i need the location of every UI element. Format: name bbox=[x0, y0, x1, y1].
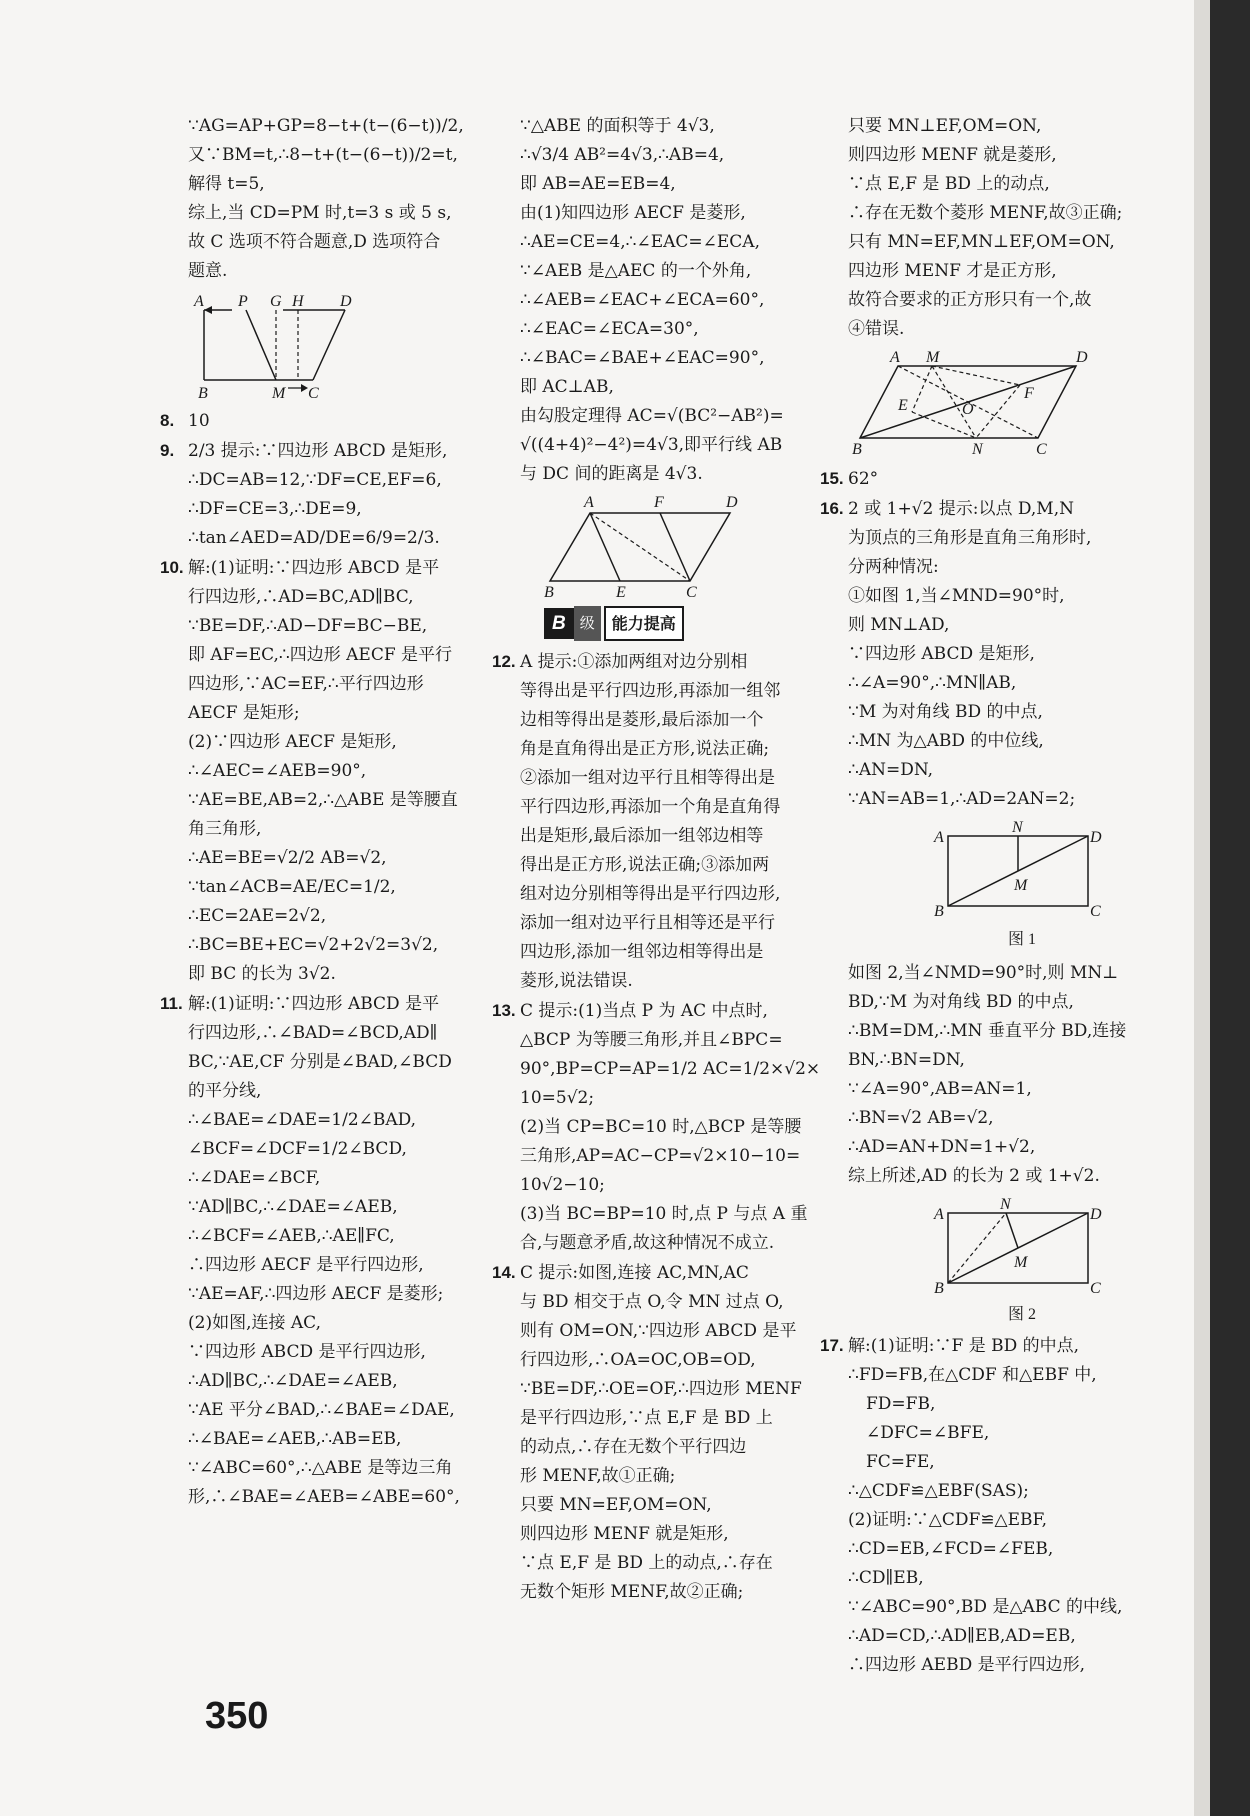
fig2-label: F bbox=[654, 494, 664, 511]
level-title: 能力提高 bbox=[604, 606, 684, 641]
text-line: 故 C 选项不符合题意,D 选项符合 bbox=[188, 232, 441, 252]
question-number: 8. bbox=[160, 411, 175, 430]
text-line: 的平分线, bbox=[188, 1081, 262, 1101]
page-number: 350 bbox=[205, 1695, 269, 1737]
text-line: 行四边形,∴∠BAD=∠BCD,AD∥ bbox=[188, 1023, 438, 1043]
fig4-label: C bbox=[1090, 903, 1101, 920]
question-number: 9. bbox=[160, 441, 175, 460]
text-line: 得出是正方形,说法正确;③添加两 bbox=[520, 855, 770, 875]
text-line: ∴DC=AB=12,∵DF=CE,EF=6, bbox=[188, 470, 442, 490]
text-line: ∴CD=EB,∠FCD=∠FEB, bbox=[848, 1539, 1054, 1559]
fig1-label: P bbox=[238, 293, 248, 310]
text-line: ∵AG=AP+GP=8−t+(t−(6−t))/2, bbox=[188, 116, 464, 136]
fig3-label: N bbox=[972, 441, 983, 458]
fig5-label: N bbox=[1000, 1196, 1011, 1213]
text-line: ∠DFC=∠BFE, bbox=[866, 1423, 990, 1443]
text-line: 10=5√2; bbox=[520, 1088, 595, 1108]
text-line: 即 AB=AE=EB=4, bbox=[520, 174, 676, 194]
text-line: ∴∠BAE=∠DAE=1/2∠BAD, bbox=[188, 1110, 417, 1130]
fig3-label: C bbox=[1036, 441, 1047, 458]
text-line: 分两种情况: bbox=[848, 557, 939, 577]
text-line: ∴AD∥BC,∴∠DAE=∠AEB, bbox=[188, 1371, 398, 1391]
figure-rectangle-1 bbox=[848, 818, 1102, 953]
text-line: ∵AD∥BC,∴∠DAE=∠AEB, bbox=[188, 1197, 398, 1217]
fig2-label: E bbox=[616, 584, 626, 601]
text-line: ∵四边形 ABCD 是矩形, bbox=[848, 644, 1035, 664]
fig3-label: A bbox=[890, 349, 900, 366]
question-number: 12. bbox=[492, 652, 516, 671]
fig5-label: D bbox=[1090, 1206, 1102, 1223]
text-line: 角三角形, bbox=[188, 819, 262, 839]
fig1-label: A bbox=[194, 293, 204, 310]
text-line: ①如图 1,当∠MND=90°时, bbox=[848, 586, 1065, 606]
text-line: ∴DF=CE=3,∴DE=9, bbox=[188, 499, 362, 519]
text-line: △BCP 为等腰三角形,并且∠BPC= bbox=[520, 1030, 783, 1050]
text-line: 三角形,AP=AC−CP=√2×10−10= bbox=[520, 1146, 801, 1166]
fig3-label: M bbox=[926, 349, 940, 366]
text-line: 四边形,添加一组邻边相等得出是 bbox=[520, 942, 764, 962]
question-number: 15. bbox=[820, 469, 844, 488]
fig3-label: E bbox=[898, 397, 908, 414]
text-line: 菱形,说法错误. bbox=[520, 971, 633, 991]
figure-rhombus-aecf bbox=[520, 493, 760, 601]
text-line: ∴四边形 AEBD 是平行四边形, bbox=[848, 1655, 1086, 1675]
text-line: 形,∴∠BAE=∠AEB=∠ABE=60°, bbox=[188, 1487, 460, 1507]
column-1 bbox=[160, 112, 508, 1512]
text-line: 解得 t=5, bbox=[188, 174, 265, 194]
text-line: ∵∠AEB 是△AEC 的一个外角, bbox=[520, 261, 752, 281]
text-line: ∴AN=DN, bbox=[848, 760, 934, 780]
text-line: ∴∠BAE=∠AEB,∴AB=EB, bbox=[188, 1429, 402, 1449]
answer-text: 解:(1)证明:∵四边形 ABCD 是平 bbox=[188, 558, 440, 578]
text-line: 综上,当 CD=PM 时,t=3 s 或 5 s, bbox=[188, 203, 452, 223]
text-line: 综上所述,AD 的长为 2 或 1+√2. bbox=[848, 1166, 1100, 1186]
text-line: (3)当 BC=BP=10 时,点 P 与点 A 重 bbox=[520, 1204, 808, 1224]
fig5-label: M bbox=[1014, 1254, 1028, 1271]
fig2-label: A bbox=[584, 494, 594, 511]
level-badge bbox=[544, 606, 838, 641]
text-line: BN,∴BN=DN, bbox=[848, 1050, 965, 1070]
fig5-caption: 图 2 bbox=[1008, 1306, 1037, 1323]
text-line: 即 BC 的长为 3√2. bbox=[188, 964, 336, 984]
figure-parallelogram-menf bbox=[848, 348, 1098, 458]
text-line: ∴AE=CE=4,∴∠EAC=∠ECA, bbox=[520, 232, 760, 252]
text-line: ④错误. bbox=[848, 319, 905, 339]
fig1-label: D bbox=[340, 293, 352, 310]
fig4-label: A bbox=[934, 829, 944, 846]
text-line: ∴AE=BE=√2/2 AB=√2, bbox=[188, 848, 387, 868]
text-line: (2)如图,连接 AC, bbox=[188, 1313, 321, 1333]
text-line: 平行四边形,再添加一个角是直角得 bbox=[520, 797, 781, 817]
text-line: 与 DC 间的距离是 4√3. bbox=[520, 464, 703, 484]
text-line: ∴BC=BE+EC=√2+2√2=3√2, bbox=[188, 935, 439, 955]
text-line: ∴∠EAC=∠ECA=30°, bbox=[520, 319, 699, 339]
fig4-label: D bbox=[1090, 829, 1102, 846]
text-line: ∴△CDF≌△EBF(SAS); bbox=[848, 1481, 1029, 1501]
fig5-label: A bbox=[934, 1206, 944, 1223]
text-line: 是平行四边形,∵点 E,F 是 BD 上 bbox=[520, 1408, 773, 1428]
text-line: ∵点 E,F 是 BD 上的动点, bbox=[848, 174, 1050, 194]
text-line: 90°,BP=CP=AP=1/2 AC=1/2×√2× bbox=[520, 1059, 821, 1079]
text-line: AECF 是矩形; bbox=[188, 703, 300, 723]
text-line: ∴MN 为△ABD 的中位线, bbox=[848, 731, 1044, 751]
fig2-label: D bbox=[726, 494, 738, 511]
answer-text: C 提示:(1)当点 P 为 AC 中点时, bbox=[520, 1001, 768, 1021]
text-line: ∵△ABE 的面积等于 4√3, bbox=[520, 116, 715, 136]
text-line: 则有 OM=ON,∵四边形 ABCD 是平 bbox=[520, 1321, 797, 1341]
figure-rectangle-2 bbox=[848, 1195, 1102, 1325]
text-line: 只有 MN=EF,MN⊥EF,OM=ON, bbox=[848, 232, 1115, 252]
text-line: 即 AC⊥AB, bbox=[520, 377, 614, 397]
answer-text: 解:(1)证明:∵四边形 ABCD 是平 bbox=[188, 994, 440, 1014]
text-line: ∠BCF=∠DCF=1/2∠BCD, bbox=[188, 1139, 407, 1159]
answer-text: 62° bbox=[848, 469, 879, 489]
answer-text: 2/3 提示:∵四边形 ABCD 是矩形, bbox=[188, 441, 448, 461]
text-line: 只要 MN⊥EF,OM=ON, bbox=[848, 116, 1042, 136]
text-line: ∴∠AEB=∠EAC+∠ECA=60°, bbox=[520, 290, 765, 310]
text-line: ∴√3/4 AB²=4√3,∴AB=4, bbox=[520, 145, 725, 165]
text-line: ∵∠ABC=60°,∴△ABE 是等边三角 bbox=[188, 1458, 453, 1478]
text-line: ∵BE=DF,∴OE=OF,∴四边形 MENF bbox=[520, 1379, 802, 1399]
figure-trapezoid-pm bbox=[188, 290, 368, 400]
text-line: ∴BM=DM,∴MN 垂直平分 BD,连接 bbox=[848, 1021, 1127, 1041]
text-line: √((4+4)²−4²)=4√3,即平行线 AB bbox=[520, 435, 783, 455]
text-line: ∵AE 平分∠BAD,∴∠BAE=∠DAE, bbox=[188, 1400, 455, 1420]
question-number: 13. bbox=[492, 1001, 516, 1020]
fig4-label: M bbox=[1014, 877, 1028, 894]
text-line: ∴∠BCF=∠AEB,∴AE∥FC, bbox=[188, 1226, 395, 1246]
text-line: ∴四边形 AECF 是平行四边形, bbox=[188, 1255, 424, 1275]
text-line: ∵tan∠ACB=AE/EC=1/2, bbox=[188, 877, 396, 897]
text-line: ②添加一组对边平行且相等得出是 bbox=[520, 768, 775, 788]
level-ji: 级 bbox=[574, 606, 601, 641]
text-line: 无数个矩形 MENF,故②正确; bbox=[520, 1582, 744, 1602]
fig1-label: B bbox=[198, 385, 208, 402]
fig1-label: H bbox=[292, 293, 304, 310]
text-line: ∵∠ABC=90°,BD 是△ABC 的中线, bbox=[848, 1597, 1123, 1617]
fig1-label: C bbox=[308, 385, 319, 402]
question-number: 16. bbox=[820, 499, 844, 518]
text-line: ∵BE=DF,∴AD−DF=BC−BE, bbox=[188, 616, 428, 636]
text-line: FD=FB, bbox=[866, 1394, 936, 1414]
fig3-label: B bbox=[852, 441, 862, 458]
text-line: ∴AD=AN+DN=1+√2, bbox=[848, 1137, 1036, 1157]
text-line: 故符合要求的正方形只有一个,故 bbox=[848, 290, 1092, 310]
answer-text: 10 bbox=[188, 411, 210, 431]
answer-text: 2 或 1+√2 提示:以点 D,M,N bbox=[848, 499, 1074, 519]
text-line: 合,与题意矛盾,故这种情况不成立. bbox=[520, 1233, 775, 1253]
text-line: 则 MN⊥AD, bbox=[848, 615, 950, 635]
question-number: 11. bbox=[160, 994, 183, 1013]
answer-text: 解:(1)证明:∵F 是 BD 的中点, bbox=[848, 1336, 1080, 1356]
text-line: (2)∵四边形 AECF 是矩形, bbox=[188, 732, 397, 752]
text-line: ∴∠AEC=∠AEB=90°, bbox=[188, 761, 367, 781]
text-line: 边相等得出是菱形,最后添加一个 bbox=[520, 710, 764, 730]
question-number: 14. bbox=[492, 1263, 516, 1282]
text-line: 则四边形 MENF 就是矩形, bbox=[520, 1524, 729, 1544]
text-line: 题意. bbox=[188, 261, 228, 281]
text-line: ∴∠DAE=∠BCF, bbox=[188, 1168, 321, 1188]
fig1-label: G bbox=[270, 293, 282, 310]
text-line: 为顶点的三角形是直角三角形时, bbox=[848, 528, 1092, 548]
fig3-label: F bbox=[1024, 385, 1034, 402]
text-line: 四边形,∵AC=EF,∴平行四边形 bbox=[188, 674, 424, 694]
text-line: ∴BN=√2 AB=√2, bbox=[848, 1108, 994, 1128]
text-line: 与 BD 相交于点 O,令 MN 过点 O, bbox=[520, 1292, 784, 1312]
text-line: 由(1)知四边形 AECF 是菱形, bbox=[520, 203, 746, 223]
text-line: ∴tan∠AED=AD/DE=6/9=2/3. bbox=[188, 528, 440, 548]
text-line: ∴∠BAC=∠BAE+∠EAC=90°, bbox=[520, 348, 765, 368]
text-line: 行四边形,∴AD=BC,AD∥BC, bbox=[188, 587, 414, 607]
fig4-label: N bbox=[1012, 819, 1023, 836]
text-line: 行四边形,∴OA=OC,OB=OD, bbox=[520, 1350, 756, 1370]
text-line: BD,∵M 为对角线 BD 的中点, bbox=[848, 992, 1074, 1012]
question-number: 10. bbox=[160, 558, 184, 577]
text-line: 由勾股定理得 AC=√(BC²−AB²)= bbox=[520, 406, 784, 426]
fig2-label: C bbox=[686, 584, 697, 601]
text-line: ∴∠A=90°,∴MN∥AB, bbox=[848, 673, 1017, 693]
fig3-label: O bbox=[962, 401, 974, 418]
text-line: ∵AE=BE,AB=2,∴△ABE 是等腰直 bbox=[188, 790, 458, 810]
text-line: ∵AN=AB=1,∴AD=2AN=2; bbox=[848, 789, 1076, 809]
text-line: 四边形 MENF 才是正方形, bbox=[848, 261, 1057, 281]
text-line: ∴FD=FB,在△CDF 和△EBF 中, bbox=[848, 1365, 1097, 1385]
text-line: 形 MENF,故①正确; bbox=[520, 1466, 676, 1486]
text-line: 角是直角得出是正方形,说法正确; bbox=[520, 739, 770, 759]
text-line: (2)当 CP=BC=10 时,△BCP 是等腰 bbox=[520, 1117, 802, 1137]
text-line: ∵∠A=90°,AB=AN=1, bbox=[848, 1079, 1032, 1099]
fig5-label: C bbox=[1090, 1280, 1101, 1297]
text-line: BC,∵AE,CF 分别是∠BAD,∠BCD bbox=[188, 1052, 452, 1072]
text-line: 添加一组对边平行且相等还是平行 bbox=[520, 913, 775, 933]
text-line: 组对边分别相等得出是平行四边形, bbox=[520, 884, 781, 904]
answer-text: A 提示:①添加两组对边分别相 bbox=[520, 652, 748, 672]
text-line: 只要 MN=EF,OM=ON, bbox=[520, 1495, 712, 1515]
book-spine-edge bbox=[1210, 0, 1250, 1816]
text-line: ∴存在无数个菱形 MENF,故③正确; bbox=[848, 203, 1123, 223]
question-number: 17. bbox=[820, 1336, 844, 1355]
fig3-label: D bbox=[1076, 349, 1088, 366]
text-line: ∵M 为对角线 BD 的中点, bbox=[848, 702, 1043, 722]
text-line: ∵四边形 ABCD 是平行四边形, bbox=[188, 1342, 426, 1362]
level-letter: B bbox=[544, 608, 574, 639]
fig2-label: B bbox=[544, 584, 554, 601]
text-line: ∵AE=AF,∴四边形 AECF 是菱形; bbox=[188, 1284, 444, 1304]
text-line: (2)证明:∵△CDF≌△EBF, bbox=[848, 1510, 1048, 1530]
column-3 bbox=[820, 112, 1173, 1680]
fig5-label: B bbox=[934, 1280, 944, 1297]
text-line: 10√2−10; bbox=[520, 1175, 605, 1195]
text-line: ∴EC=2AE=2√2, bbox=[188, 906, 327, 926]
text-line: 如图 2,当∠NMD=90°时,则 MN⊥ bbox=[848, 963, 1119, 983]
text-line: FC=FE, bbox=[866, 1452, 935, 1472]
text-line: ∵点 E,F 是 BD 上的动点,∴存在 bbox=[520, 1553, 773, 1573]
text-line: 则四边形 MENF 就是菱形, bbox=[848, 145, 1057, 165]
page-edge-shadow bbox=[1194, 0, 1210, 1816]
fig4-caption: 图 1 bbox=[1008, 931, 1037, 948]
text-line: 出是矩形,最后添加一组邻边相等 bbox=[520, 826, 764, 846]
column-2 bbox=[492, 112, 838, 1607]
fig4-label: B bbox=[934, 903, 944, 920]
fig1-label: M bbox=[272, 385, 286, 402]
text-line: ∴AD=CD,∴AD∥EB,AD=EB, bbox=[848, 1626, 1076, 1646]
text-line: 等得出是平行四边形,再添加一组邻 bbox=[520, 681, 781, 701]
text-line: 又∵BM=t,∴8−t+(t−(6−t))/2=t, bbox=[188, 145, 458, 165]
text-line: 的动点,∴存在无数个平行四边 bbox=[520, 1437, 747, 1457]
text-line: 即 AF=EC,∴四边形 AECF 是平行 bbox=[188, 645, 453, 665]
answer-text: C 提示:如图,连接 AC,MN,AC bbox=[520, 1263, 749, 1283]
text-line: ∴CD∥EB, bbox=[848, 1568, 924, 1588]
